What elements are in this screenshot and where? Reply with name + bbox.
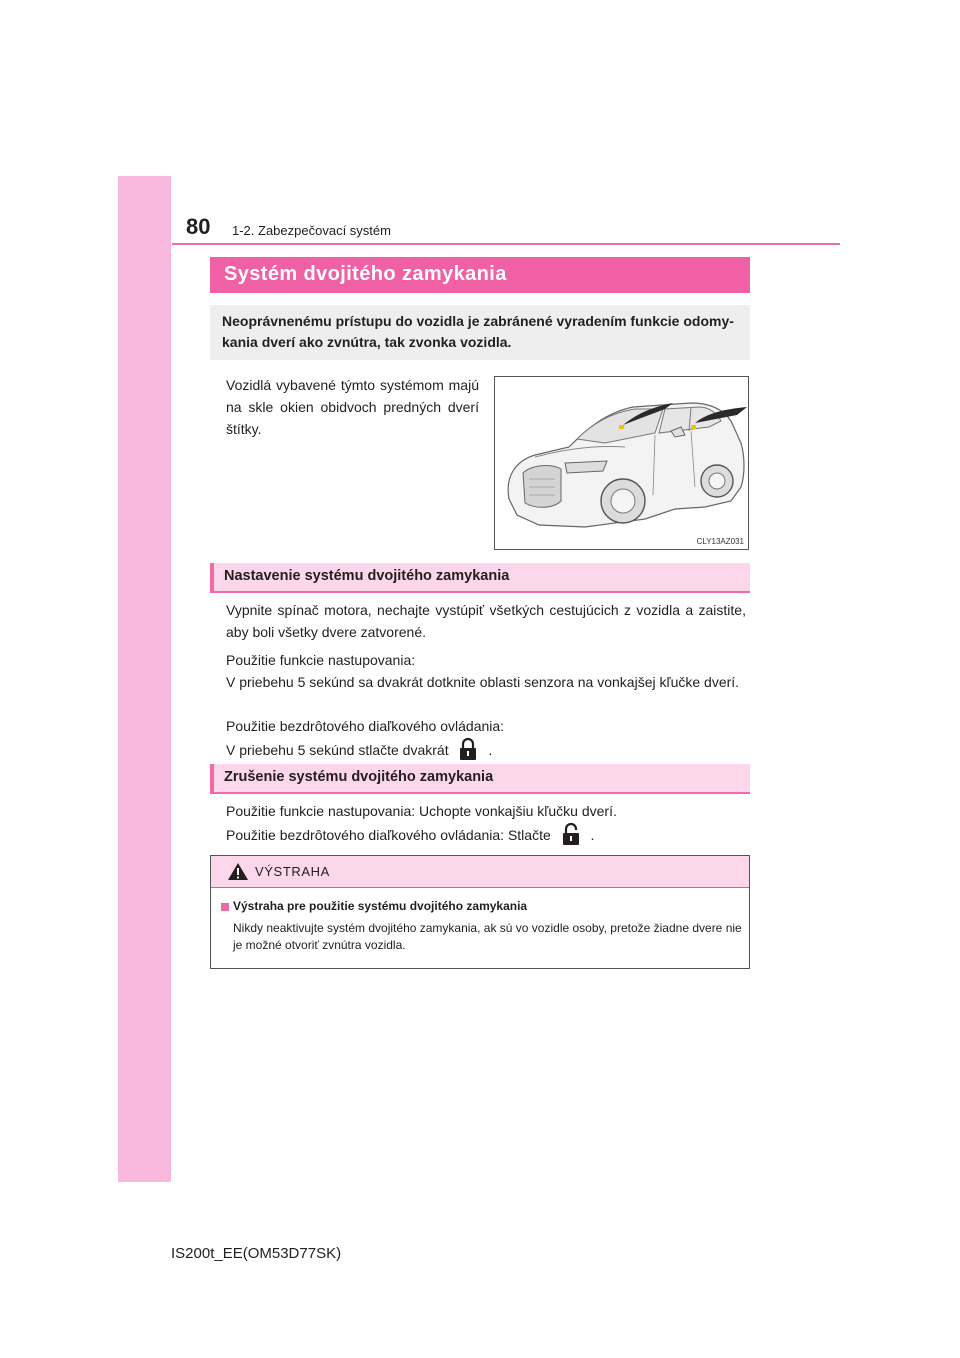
warning-text: Nikdy neaktivujte systém dvojitého zamykania, ak sú vo vozidle osoby, pretože žiadne dvere nie je možné otvoriť zvnútra vozidla. bbox=[233, 921, 742, 952]
figure-code: CLY13AZ031 bbox=[696, 537, 744, 546]
figure-caption: Vozidlá vybavené týmto systémom majú na skle okien obidvoch predných dverí štítky. bbox=[226, 377, 479, 437]
heading-accent bbox=[210, 563, 214, 591]
setting-paragraph-1: Vypnite spínač motora, nechajte vystúpiť všetkých cestujúcich z vozidla a zaistite, aby boli všetky dvere zatvorené. bbox=[226, 602, 746, 640]
setting-instruction-end: . bbox=[488, 742, 493, 758]
cancel-heading-bar bbox=[210, 764, 750, 794]
intro-text: Neoprávnenému prístupu do vozidla je zabránené vyradením funkcie odomy-kania dverí ako zvnútra, tak zvonka vozidla. bbox=[222, 313, 734, 350]
setting-paragraph-2d bbox=[226, 737, 746, 767]
header-rule bbox=[172, 243, 840, 245]
setting-paragraph-2c: Použitie bezdrôtového diaľkového ovládania: bbox=[226, 718, 505, 734]
warning-label: VÝSTRAHA bbox=[255, 864, 330, 879]
lock-open-icon bbox=[559, 822, 583, 852]
page-title: Systém dvojitého zamykania bbox=[224, 263, 507, 285]
cancel-instruction: Použitie bezdrôtového diaľkového ovládania: Stlačte bbox=[226, 827, 551, 843]
warning-box bbox=[210, 855, 750, 969]
car-figure bbox=[494, 376, 749, 550]
intro-box bbox=[210, 305, 750, 360]
cancel-paragraph-1: Použitie funkcie nastupovania: Uchopte vonkajšiu kľučku dverí. bbox=[226, 803, 617, 819]
setting-heading: Nastavenie systému dvojitého zamykania bbox=[224, 568, 510, 584]
page-number: 80 bbox=[186, 214, 211, 239]
bullet-square-icon bbox=[221, 903, 229, 911]
side-band bbox=[118, 176, 171, 1182]
warning-subtitle: Výstraha pre použitie systému dvojitého zamykania bbox=[233, 899, 528, 913]
setting-heading-bar bbox=[210, 563, 750, 593]
car-illustration bbox=[495, 377, 748, 549]
setting-paragraph-2a: Použitie funkcie nastupovania: bbox=[226, 652, 416, 668]
setting-paragraph-2b: V priebehu 5 sekúnd sa dvakrát dotknite oblasti senzora na vonkajšej kľučke dverí. bbox=[226, 674, 740, 690]
main-title-bar bbox=[210, 257, 750, 293]
section-title: 1-2. Zabezpečovací systém bbox=[232, 223, 391, 238]
cancel-heading: Zrušenie systému dvojitého zamykania bbox=[224, 769, 494, 785]
cancel-paragraph-2 bbox=[226, 822, 746, 852]
warning-header bbox=[211, 856, 749, 888]
setting-instruction: V priebehu 5 sekúnd stlačte dvakrát bbox=[226, 742, 449, 758]
warning-triangle-icon bbox=[227, 862, 249, 886]
heading-accent bbox=[210, 764, 214, 792]
lock-closed-icon bbox=[456, 737, 480, 767]
cancel-instruction-end: . bbox=[590, 827, 595, 843]
model-code: IS200t_EE(OM53D77SK) bbox=[171, 1245, 342, 1262]
